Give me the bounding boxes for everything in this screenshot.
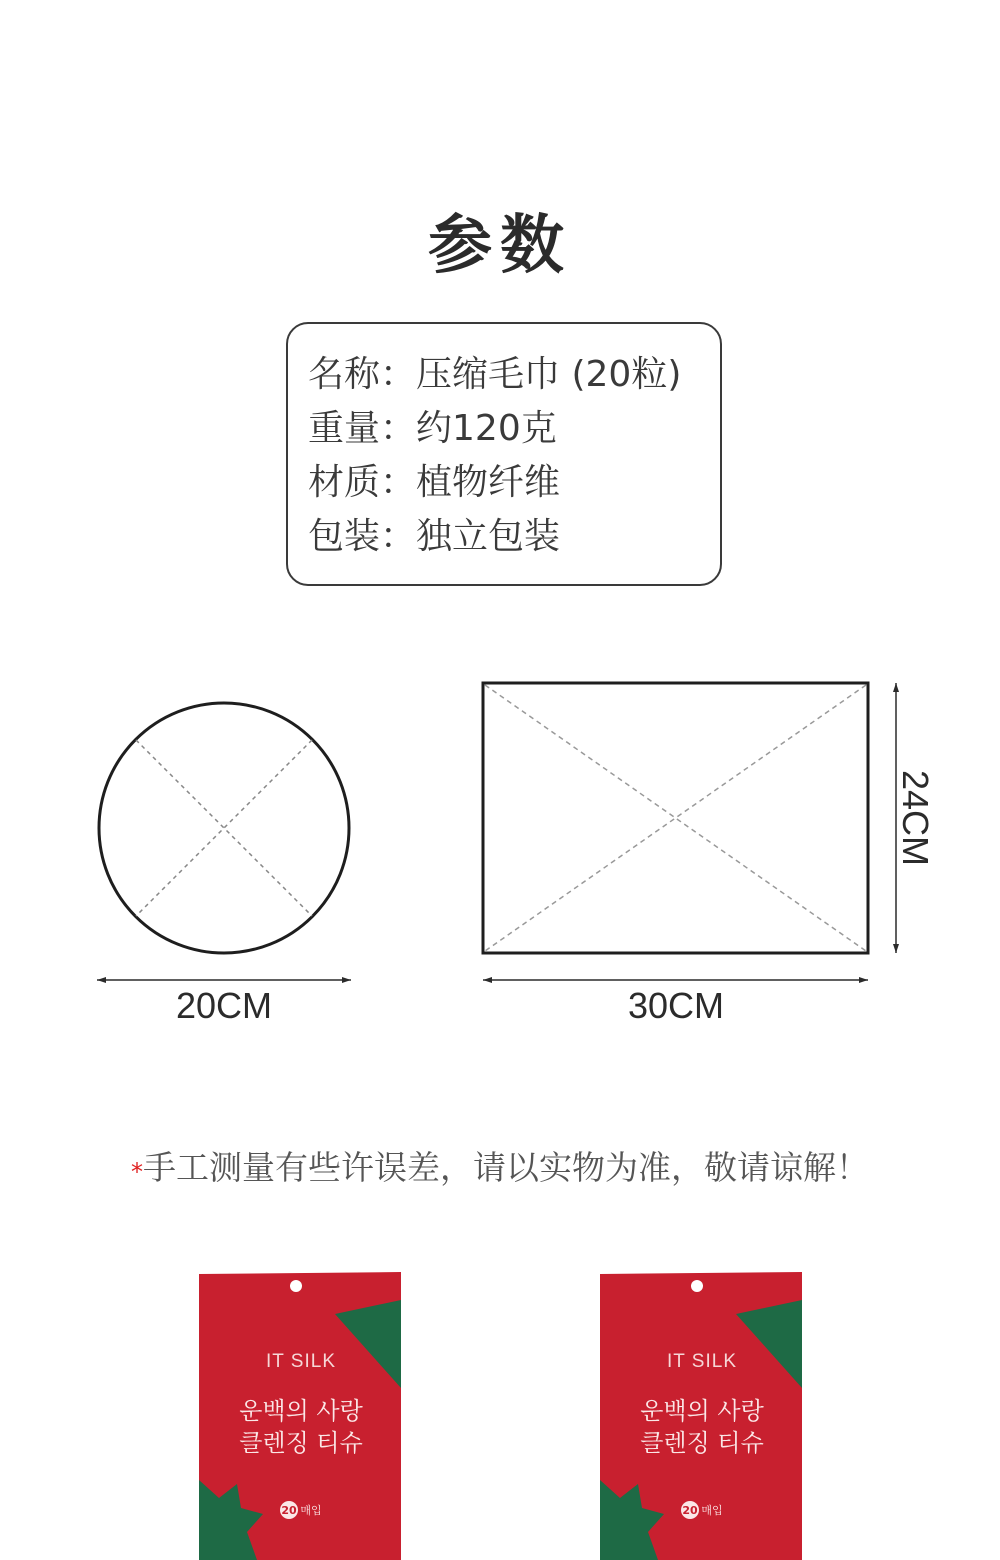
round-width-label: 20CM bbox=[175, 985, 273, 1026]
package-brand: IT SILK bbox=[666, 1351, 738, 1372]
spec-separator: ： bbox=[380, 354, 417, 395]
spec-label: 包装 bbox=[308, 516, 381, 557]
spec-label: 名称 bbox=[308, 354, 381, 395]
spec-label: 重量 bbox=[308, 408, 381, 449]
measurement-note bbox=[0, 1144, 1000, 1192]
note-asterisk: * bbox=[131, 1158, 143, 1186]
spec-row-weight bbox=[308, 402, 720, 456]
spec-separator: ： bbox=[380, 516, 417, 557]
spec-separator: ： bbox=[380, 462, 417, 503]
page-title: 参数 bbox=[428, 209, 572, 283]
package-illustration bbox=[197, 1270, 403, 1560]
product-package bbox=[598, 1270, 804, 1560]
package-brand: IT SILK bbox=[265, 1351, 337, 1372]
spec-row-name bbox=[308, 348, 720, 402]
spec-value: 植物纤维 bbox=[416, 462, 561, 503]
package-count-number: 20 bbox=[682, 1504, 698, 1517]
spec-box bbox=[286, 322, 722, 586]
rect-width-label: 30CM bbox=[627, 985, 725, 1026]
package-title-line2: 클렌징 티슈 bbox=[640, 1429, 764, 1457]
package-count-number: 20 bbox=[281, 1504, 297, 1517]
spec-row-packaging bbox=[308, 510, 720, 564]
package-title-line1: 운백의 사랑 bbox=[239, 1397, 363, 1425]
spec-label: 材质 bbox=[308, 462, 381, 503]
spec-value: 压缩毛巾 (20粒) bbox=[416, 354, 682, 395]
spec-value: 独立包装 bbox=[416, 516, 561, 557]
package-count-unit: 매입 bbox=[300, 1504, 322, 1517]
product-package bbox=[197, 1270, 403, 1560]
spec-separator: ： bbox=[380, 408, 417, 449]
package-count-unit: 매입 bbox=[701, 1504, 723, 1517]
spec-value: 约120克 bbox=[416, 408, 557, 449]
size-diagram bbox=[0, 660, 1000, 1040]
round-towel-diagram bbox=[97, 703, 351, 1026]
rect-height-label: 24CM bbox=[895, 769, 936, 867]
note-text: 手工测量有些许误差，请以实物为准，敬请谅解！ bbox=[143, 1148, 869, 1187]
package-hang-hole bbox=[691, 1280, 703, 1292]
package-title-line2: 클렌징 티슈 bbox=[239, 1429, 363, 1457]
package-hang-hole bbox=[290, 1280, 302, 1292]
rect-towel-diagram bbox=[483, 683, 936, 1026]
spec-row-material bbox=[308, 456, 720, 510]
package-title-line1: 운백의 사랑 bbox=[640, 1397, 764, 1425]
package-illustration bbox=[598, 1270, 804, 1560]
